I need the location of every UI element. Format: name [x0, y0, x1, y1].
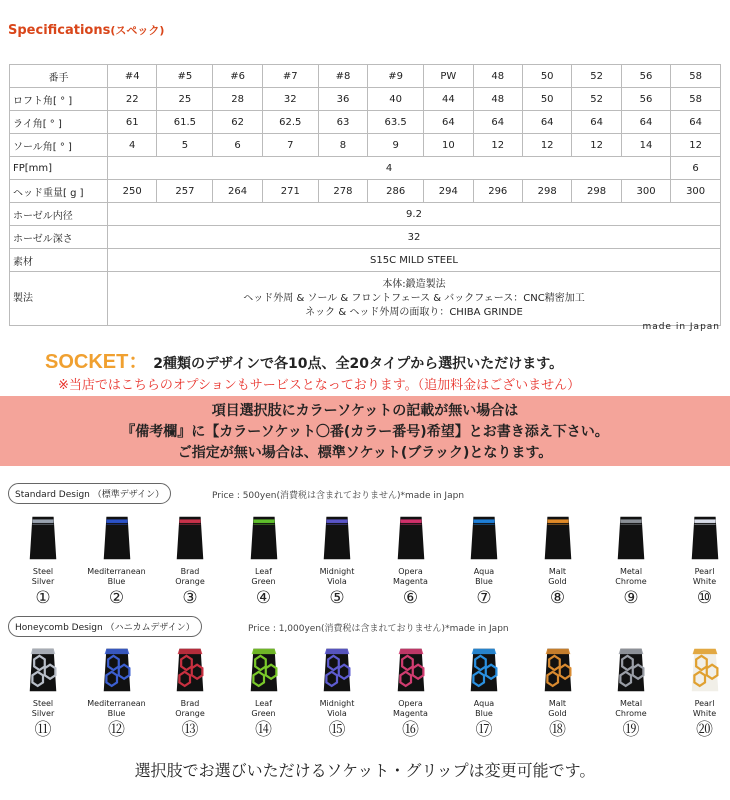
socket-item — [596, 647, 666, 739]
sole-cell: 12 — [473, 134, 522, 157]
socket-item — [302, 647, 372, 739]
weight-row — [10, 180, 721, 203]
socket-image — [613, 647, 649, 693]
socket-image — [172, 515, 208, 561]
socket-intro — [45, 345, 563, 374]
sole-cell: 5 — [157, 134, 213, 157]
socket-name: Brad Orange — [175, 567, 205, 586]
spec-title-text: Specifications — [8, 23, 111, 38]
socket-name: Opera Magenta — [393, 699, 428, 718]
fp-value-b: 6 — [671, 157, 721, 180]
lie-cell: 61 — [108, 111, 157, 134]
socket-name: Mediterranean Blue — [87, 699, 146, 718]
socket-number: ⑳ — [696, 720, 713, 740]
hosel-inner-value: 9.2 — [108, 203, 721, 226]
sole-cell: 8 — [318, 134, 367, 157]
banner-line3: ご指定が無い場合は、標準ソケット(ブラック)となります。 — [177, 445, 553, 461]
loft-row — [10, 88, 721, 111]
lie-cell: 64 — [473, 111, 522, 134]
header-cell: #9 — [368, 65, 424, 88]
weight-cell: 271 — [262, 180, 318, 203]
loft-cell: 44 — [424, 88, 473, 111]
weight-cell: 300 — [671, 180, 721, 203]
socket-image — [613, 515, 649, 561]
socket-image — [99, 515, 135, 561]
loft-cell: 52 — [572, 88, 621, 111]
socket-name: Pearl White — [692, 567, 717, 586]
fp-row — [10, 157, 721, 180]
footer-note: 選択肢でお選びいただけるソケット・グリップは変更可能です。 — [134, 761, 596, 780]
honeycomb-design-label: Honeycomb Design （ハニカムデザイン） — [8, 616, 202, 637]
spec-title — [8, 22, 164, 38]
socket-name: Aqua Blue — [473, 699, 495, 718]
banner-line1: 項目選択肢にカラーソケットの記載が無い場合は — [211, 403, 519, 419]
socket-image — [246, 647, 282, 693]
socket-image — [25, 515, 61, 561]
socket-image — [99, 647, 135, 693]
weight-cell: 298 — [522, 180, 571, 203]
socket-name: Brad Orange — [175, 699, 205, 718]
fp-label: FP[mm] — [10, 157, 108, 180]
material-row — [10, 249, 721, 272]
header-cell: 56 — [621, 65, 670, 88]
loft-cell: 40 — [368, 88, 424, 111]
lie-cell: 63.5 — [368, 111, 424, 134]
socket-name: Malt Gold — [548, 567, 567, 586]
lie-cell: 63 — [318, 111, 367, 134]
socket-number: ⑥ — [402, 588, 419, 608]
socket-name: Pearl White — [692, 699, 717, 718]
socket-item — [670, 647, 730, 739]
loft-cell: 56 — [621, 88, 670, 111]
sole-cell: 4 — [108, 134, 157, 157]
weight-cell: 250 — [108, 180, 157, 203]
header-cell: 52 — [572, 65, 621, 88]
socket-image — [319, 647, 355, 693]
weight-cell: 286 — [368, 180, 424, 203]
socket-number: ⑩ — [696, 588, 713, 608]
socket-number: ⑧ — [549, 588, 566, 608]
lie-cell: 64 — [671, 111, 721, 134]
material-value: S15C MILD STEEL — [108, 249, 721, 272]
loft-cell: 32 — [262, 88, 318, 111]
socket-name: Aqua Blue — [473, 567, 495, 586]
socket-name: Mediterranean Blue — [87, 567, 146, 586]
lie-cell: 61.5 — [157, 111, 213, 134]
header-label: 番手 — [10, 65, 108, 88]
socket-image — [466, 515, 502, 561]
socket-item — [82, 647, 152, 739]
socket-number: ⑯ — [402, 720, 419, 740]
socket-name: Opera Magenta — [393, 567, 428, 586]
header-cell: #6 — [213, 65, 262, 88]
hosel-depth-label: ホーゼル深さ — [10, 226, 108, 249]
socket-name: Leaf Green — [251, 699, 276, 718]
sole-cell: 12 — [522, 134, 571, 157]
fp-value-a: 4 — [108, 157, 671, 180]
socket-number: ③ — [182, 588, 198, 608]
process-line3: ネック & ヘッド外周の面取り：CHIBA GRINDE — [305, 306, 523, 318]
weight-cell: 278 — [318, 180, 367, 203]
lie-cell: 64 — [572, 111, 621, 134]
socket-name: Metal Chrome — [615, 699, 647, 718]
socket-image — [687, 647, 723, 693]
lie-cell: 62 — [213, 111, 262, 134]
loft-cell: 25 — [157, 88, 213, 111]
socket-item — [670, 515, 730, 607]
header-cell: #8 — [318, 65, 367, 88]
weight-cell: 294 — [424, 180, 473, 203]
sole-cell: 10 — [424, 134, 473, 157]
socket-number: ⑬ — [181, 720, 199, 740]
socket-item — [229, 647, 299, 739]
lie-cell: 64 — [621, 111, 670, 134]
honeycomb-socket-row — [8, 647, 722, 742]
socket-number: ⑭ — [255, 720, 272, 740]
socket-name: Steel Silver — [31, 567, 55, 586]
socket-number: ② — [108, 588, 125, 608]
weight-cell: 264 — [213, 180, 262, 203]
weight-cell: 298 — [572, 180, 621, 203]
socket-image — [172, 647, 208, 693]
socket-item — [8, 647, 78, 739]
process-line2: ヘッド外周 & ソール & フロントフェース & バックフェース：CNC精密加工 — [243, 292, 585, 304]
socket-item — [523, 515, 593, 607]
sole-label: ソール角[ ° ] — [10, 134, 108, 157]
socket-image — [466, 647, 502, 693]
socket-number: ⑨ — [623, 588, 639, 608]
loft-cell: 36 — [318, 88, 367, 111]
hosel-inner-label: ホーゼル内径 — [10, 203, 108, 226]
socket-name: Leaf Green — [251, 567, 276, 586]
sole-cell: 14 — [621, 134, 670, 157]
socket-name: Midnight Viola — [319, 699, 355, 718]
socket-item — [82, 515, 152, 607]
sole-cell: 12 — [572, 134, 621, 157]
loft-cell: 22 — [108, 88, 157, 111]
header-cell: #7 — [262, 65, 318, 88]
sole-cell: 9 — [368, 134, 424, 157]
loft-label: ロフト角[ ° ] — [10, 88, 108, 111]
process-row — [10, 272, 721, 326]
notice-banner — [0, 396, 730, 466]
hosel-inner-row — [10, 203, 721, 226]
standard-socket-row — [8, 515, 722, 608]
lie-cell: 64 — [424, 111, 473, 134]
socket-item — [302, 515, 372, 607]
socket-number: ⑦ — [476, 588, 492, 608]
sole-cell: 7 — [262, 134, 318, 157]
process-line1: 本体:鍛造製法 — [382, 278, 446, 290]
socket-number: ⑲ — [622, 720, 640, 740]
hosel-depth-row — [10, 226, 721, 249]
header-cell: PW — [424, 65, 473, 88]
loft-cell: 58 — [671, 88, 721, 111]
socket-number: ⑮ — [328, 720, 346, 740]
lie-label: ライ角[ ° ] — [10, 111, 108, 134]
socket-image — [25, 647, 61, 693]
socket-text: 2種類のデザインで各10点、全20タイプから選択いただけます。 — [153, 356, 564, 372]
weight-label: ヘッド重量[ g ] — [10, 180, 108, 203]
material-label: 素材 — [10, 249, 108, 272]
banner-line2: 『備考欄』に【カラーソケット〇番(カラー番号)希望】とお書き添え下さい。 — [121, 424, 609, 440]
process-label: 製法 — [10, 272, 108, 326]
socket-name: Steel Silver — [31, 699, 55, 718]
loft-cell: 28 — [213, 88, 262, 111]
socket-heading: SOCKET： — [45, 351, 149, 373]
lie-cell: 62.5 — [262, 111, 318, 134]
socket-item — [155, 647, 225, 739]
socket-number: ⑫ — [108, 720, 125, 740]
socket-number: ⑤ — [329, 588, 345, 608]
header-cell: #4 — [108, 65, 157, 88]
socket-item — [8, 515, 78, 607]
socket-image — [687, 515, 723, 561]
socket-item — [155, 515, 225, 607]
spec-title-suffix: (スペック) — [110, 24, 165, 37]
socket-item — [596, 515, 666, 607]
socket-image — [246, 515, 282, 561]
socket-name: Metal Chrome — [615, 567, 647, 586]
weight-cell: 296 — [473, 180, 522, 203]
socket-item — [449, 515, 519, 607]
standard-price: Price : 500yen(消費税は含まれておりません)*made in Japn — [212, 491, 465, 501]
header-cell: 58 — [671, 65, 721, 88]
service-note: ※当店ではこちらのオプションもサービスとなっております。（追加料金はございません） — [58, 378, 581, 393]
socket-item — [376, 647, 446, 739]
sole-row — [10, 134, 721, 157]
socket-item — [376, 515, 446, 607]
socket-image — [540, 515, 576, 561]
spec-table — [9, 64, 721, 326]
header-cell: #5 — [157, 65, 213, 88]
socket-number: ① — [35, 588, 51, 608]
socket-item — [523, 647, 593, 739]
header-cell: 48 — [473, 65, 522, 88]
sole-cell: 12 — [671, 134, 721, 157]
lie-cell: 64 — [522, 111, 571, 134]
socket-number: ⑪ — [34, 720, 52, 740]
socket-name: Midnight Viola — [319, 567, 355, 586]
lie-row — [10, 111, 721, 134]
socket-number: ⑱ — [549, 720, 566, 740]
socket-image — [393, 515, 429, 561]
socket-image — [540, 647, 576, 693]
loft-cell: 48 — [473, 88, 522, 111]
header-row — [10, 65, 721, 88]
header-cell: 50 — [522, 65, 571, 88]
weight-cell: 300 — [621, 180, 670, 203]
socket-name: Malt Gold — [548, 699, 567, 718]
hosel-depth-value: 32 — [108, 226, 721, 249]
standard-design-label: Standard Design （標準デザイン） — [8, 483, 171, 504]
loft-cell: 50 — [522, 88, 571, 111]
sole-cell: 6 — [213, 134, 262, 157]
socket-number: ④ — [255, 588, 272, 608]
socket-item — [229, 515, 299, 607]
weight-cell: 257 — [157, 180, 213, 203]
made-in-japan: made in Japan — [642, 322, 720, 332]
honeycomb-price: Price : 1,000yen(消費税は含まれておりません)*made in Japn — [248, 624, 509, 634]
socket-image — [319, 515, 355, 561]
process-value — [108, 272, 721, 326]
socket-image — [393, 647, 429, 693]
socket-number: ⑰ — [475, 720, 493, 740]
socket-item — [449, 647, 519, 739]
